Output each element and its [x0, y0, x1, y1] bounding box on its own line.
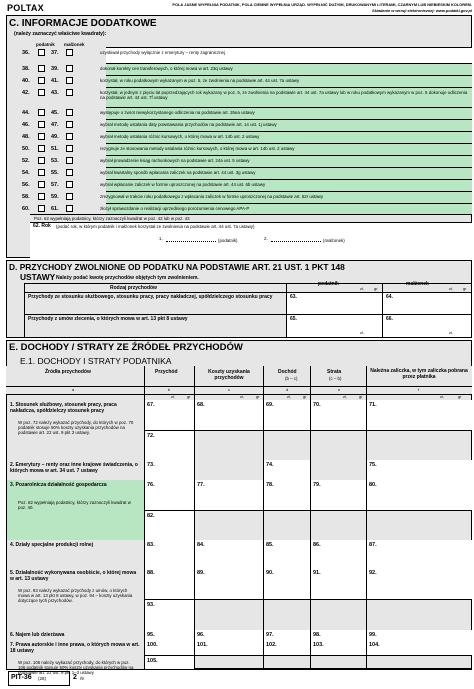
d-gr-1: gr	[374, 287, 378, 291]
c-row-3-text: korzystał, w roku podatkowym wykazanym w poz. 5, ze zwolnienia na podstawie art. 44 ust. 7a ustawy	[100, 78, 300, 83]
d-row-1-malzonek-num: 64.	[386, 294, 393, 300]
e-row-2-cell-1-num: 73.	[147, 462, 155, 468]
e-row-3-label: 3. Pozarolnicza działalność gospodarcza	[10, 482, 107, 488]
e-row-1-cell-4-num: 70.	[313, 402, 321, 408]
c-row-3-num-b: 41.	[51, 78, 59, 84]
d-row-1-label: Przychody ze stosunku służbowego, stosunku pracy, pracy nakładczej, spółdzielczego stosunku pracy	[28, 294, 273, 300]
rok-opt2-label: (małżonek)	[323, 238, 345, 243]
c-row-9-num-b: 53.	[51, 158, 59, 164]
e-row-5-label: 5. Działalność wykonywana osobiście, o której mowa w art. 13 ustawy	[10, 570, 137, 582]
e-row-7-cell-3-num: 102.	[266, 642, 277, 648]
e-row-2-cell-5-num: 75.	[369, 462, 377, 468]
col-malzonek-header: małżonek	[64, 42, 85, 47]
c-row-13-text: złożył sprawozdanie o realizacji uprzedniego porozumienia cenowego APA-P	[100, 206, 250, 211]
e-row-7-extra-num: 105.	[147, 658, 158, 664]
d-row-2-podatnik-num: 65.	[290, 316, 297, 322]
c-row-12-num-a: 58.	[22, 194, 30, 200]
d-row-2-label: Przychody z umów zlecenia, o których mowa w art. 13 pkt 8 ustawy	[28, 316, 188, 322]
e-row-2-label: 2. Emerytury – renty oraz inne krajowe świadczenia, o których mowa w art. 34 ust. 7 ustawy	[10, 462, 138, 474]
section-e-title: E. DOCHODY / STRATY ZE ŹRÓDEŁ PRZYCHODÓW	[9, 342, 243, 353]
c-row-12-num-b: 59.	[51, 194, 59, 200]
c-row-6-text: wybrał metodę ustalania daty powstawania przychodów na podstawie art. 14 ust. 1j ustawy	[100, 122, 277, 127]
e-row-5-cell-5-num: 92.	[369, 570, 377, 576]
c-row-11-checkbox-malzonek[interactable]	[66, 181, 73, 188]
e-head-line-2	[6, 394, 472, 395]
e-row-5-extra-num: 93.	[147, 602, 155, 608]
c-row-3-num-a: 40.	[22, 78, 30, 84]
c-row-12-text: zrezygnował w trakcie roku podatkowego z wpłacania zaliczek w formie uproszczonej na podstawie art. 52r ustawy	[100, 194, 324, 199]
section-d-title: D. PRZYCHODY ZWOLNIONE OD PODATKU NA PODSTAWIE ART. 21 UST. 1 PKT 148	[9, 262, 345, 272]
c-row-8-checkbox-malzonek[interactable]	[66, 145, 73, 152]
e-row-1-cell-1-num: 67.	[147, 402, 155, 408]
d-row-2-malzonek-num: 66.	[386, 316, 393, 322]
c-row-1-checkbox-podatnik[interactable]	[38, 49, 45, 56]
form-version: (28)	[38, 676, 47, 681]
rok-opt1: 1.	[159, 236, 163, 241]
c-row-8-num-a: 50.	[22, 146, 30, 152]
c-row-3-checkbox-malzonek[interactable]	[66, 77, 73, 84]
c-row-11-checkbox-podatnik[interactable]	[38, 181, 45, 188]
e-row-1-cell-5[interactable]	[367, 400, 472, 430]
c-row-1-checkbox-malzonek[interactable]	[66, 49, 73, 56]
e-col-letter-d: d	[286, 388, 289, 392]
e-row-3-note: Poz. 82 wypełniają podatnicy, którzy zaznaczyli kwadrat w poz. 40.	[18, 500, 131, 510]
e-row-3-cell-4-num: 79.	[313, 482, 321, 488]
e-row-1-cell-2[interactable]	[195, 400, 263, 430]
e-row-3-cell-1-num: 76.	[147, 482, 155, 488]
e-row-3-cell-5[interactable]	[367, 480, 472, 510]
e-row-1-label: 1. Stosunek służbowy, stosunek pracy, praca nakładcza, spółdzielczy stosunek pracy	[10, 402, 117, 414]
c-row-13-num-a: 60.	[22, 206, 30, 212]
c-row-5-checkbox-podatnik[interactable]	[38, 109, 45, 116]
e-row-4-cell-1-num: 83.	[147, 542, 155, 548]
d-row-1-podatnik-num: 63.	[290, 294, 297, 300]
page-total: /9	[80, 676, 84, 681]
rok-field-podatnik[interactable]	[166, 241, 216, 242]
form-code: PIT-36	[11, 674, 32, 681]
e-row-5-cell-2[interactable]	[195, 568, 263, 599]
c-row-1-num-a: 36.	[22, 50, 30, 56]
d-zl-4: zł,	[449, 331, 453, 335]
c-row-4-checkbox-malzonek[interactable]	[66, 89, 73, 96]
c-row-5-num-b: 45.	[51, 110, 59, 116]
c-row-4-num-b: 43.	[51, 90, 59, 96]
c-row-12-checkbox-malzonek[interactable]	[66, 193, 73, 200]
e-head-zl-4: zł,	[440, 395, 444, 399]
e-row-5-cell-1-num: 88.	[147, 570, 155, 576]
e-row-6-cell-1-num: 95.	[147, 632, 155, 638]
e-row-3-label-bg	[7, 480, 144, 540]
e-col-zaliczka: Należna zaliczka, w tym zaliczka pobrana przez płatnika	[370, 368, 468, 380]
c-row-6-num-b: 47.	[51, 122, 59, 128]
e-head-gr-1: gr	[256, 395, 260, 399]
rok-field-malzonek[interactable]	[271, 241, 321, 242]
section-c-note: Poz. 62 wypełniają podatnicy, którzy zaznaczyli kwadrat w poz. 42 lub w poz. 43	[34, 216, 190, 221]
e-row-1-cell-5-num: 71.	[369, 402, 377, 408]
rok-opt2: 2.	[264, 236, 268, 241]
e-head-zl-0: zł,	[171, 395, 175, 399]
e-col-koszty: Koszty uzyskania przychodów	[208, 369, 250, 381]
e-row-3-cell-2[interactable]	[195, 480, 263, 510]
e-col-strata: Strata	[327, 369, 342, 375]
c-row-11-num-b: 57.	[51, 182, 59, 188]
e-col-dochod: Dochód	[278, 369, 297, 375]
e-head-zl-2: zł,	[287, 395, 291, 399]
c-row-6-checkbox-podatnik[interactable]	[38, 121, 45, 128]
e-col-zrodla: Źródła przychodów	[45, 369, 91, 375]
e-row-2-cell-2	[195, 460, 263, 480]
c-row-10-checkbox-malzonek[interactable]	[66, 169, 73, 176]
d-col-podatnik: podatnik	[318, 281, 339, 287]
e-row-3-cell-5-num: 80.	[369, 482, 377, 488]
e-row-6-cell-4-num: 98.	[313, 632, 321, 638]
e-col-przychod: Przychód	[155, 369, 178, 375]
e-head-zl-3: zł,	[343, 395, 347, 399]
e-row-7-label: 7. Prawa autorskie i inne prawa, o których mowa w art. 18 ustawy	[10, 642, 140, 654]
form-source: Składanie w wersji elektronicznej: www.podatki.gov.pl	[372, 8, 472, 13]
c-row-7-checkbox-malzonek[interactable]	[66, 133, 73, 140]
e-head-line	[6, 386, 472, 387]
e-col-dochod-formula: (b – c)	[285, 376, 298, 381]
e-row-4-cell-4-num: 86.	[313, 542, 321, 548]
c-row-6-checkbox-malzonek[interactable]	[66, 121, 73, 128]
e-row-4-label: 4. Działy specjalne produkcji rolnej	[10, 542, 94, 548]
rok-desc: (podać rok, w którym podatnik i małżonek korzystał ze zwolnienia na podstawie art. 44 ust. 7a ustawy)	[56, 224, 255, 229]
d-row-1-podatnik[interactable]	[287, 293, 382, 314]
e-head-gr-4: gr	[458, 395, 462, 399]
c-row-10-text: wybrał kwartalny sposób wpłacania zaliczek na podstawie art. 44 ust. 3g ustawy	[100, 170, 256, 175]
rok-label: 62. Rok	[33, 223, 51, 229]
e-col-letter-b: b	[168, 388, 171, 392]
e-row-7-cell-1-num: 100.	[147, 642, 158, 648]
c-row-11-text: wybrał wpłacanie zaliczek w formie uproszczonej na podstawie art. 44 ust. 6b ustawy	[100, 182, 266, 187]
c-row-5-text: występuje o zwrot niewykorzystanego odliczenia na podstawie art. 26ea ustawy	[100, 110, 255, 115]
c-row-11-num-a: 56.	[22, 182, 30, 188]
section-c-subtitle: (należy zaznaczyć właściwe kwadraty):	[14, 31, 107, 37]
e-row-7-cell-4-num: 103.	[313, 642, 324, 648]
c-row-4-text: korzystał, w jednym z pięciu lat poprzedzających rok wykazany w poz. 5, ze zwolnienia na podstawie art. 44 ust. 7a ustawy lub w roku podatkowym wykazanym w poz. 5 dokonuje odliczenia na podstawie art. 44 ust. 7f ustawy	[100, 90, 468, 100]
d-zl-2: zł,	[449, 287, 453, 291]
e-row-4-cell-2[interactable]	[195, 540, 263, 568]
page-number: 2	[73, 674, 77, 681]
c-row-13-checkbox-podatnik[interactable]	[38, 205, 45, 212]
section-c-title: C. INFORMACJE DODATKOWE	[9, 18, 157, 29]
c-row-1-text: uzyskiwał przychody wyłącznie z emerytury – renty zagranicznej	[100, 50, 225, 55]
d-zl-1: zł,	[360, 287, 364, 291]
c-row-5-num-a: 44.	[22, 110, 30, 116]
e-row-1-extra-num: 72.	[147, 433, 155, 439]
e-col-letter-a: a	[72, 388, 75, 392]
c-row-1-num-b: 37.	[51, 50, 59, 56]
c-row-9-checkbox-podatnik[interactable]	[38, 157, 45, 164]
c-row-12-checkbox-podatnik[interactable]	[38, 193, 45, 200]
e-row-1-note: W poz. 72 należy wykazać przychody, do których w poz. 70 podatnik stosuje 50% koszty uzyskania przychodów na podstawie art. 22 ust. 9 pkt 3 ustawy.	[18, 420, 134, 435]
form-brand: POLTAX	[7, 3, 44, 13]
e-head-gr-0: gr	[187, 395, 191, 399]
c-row-2-text: dokonał korekty cen transferowych, o której mowa w art. 23q ustawy	[100, 66, 233, 71]
c-row-2-checkbox-podatnik[interactable]	[38, 65, 45, 72]
e-row-3-extra-num: 82.	[147, 513, 155, 519]
e-row-5-note: W poz. 93 należy wykazać przychody z umów, o których mowa w art. 13 pkt 8 ustawy, w poz. 94 – koszty uzyskania dotyczące tych przychodów.	[18, 588, 133, 603]
c-row-13-checkbox-malzonek[interactable]	[66, 205, 73, 212]
d-row-1-malzonek[interactable]	[383, 293, 471, 314]
e-row-4-cell-5-num: 87.	[369, 542, 377, 548]
e-row-5-cell-3-num: 90.	[266, 570, 274, 576]
e-row-7-cell-5-num: 104.	[369, 642, 380, 648]
e-col-letter-e: e	[338, 388, 341, 392]
form-instruction: POLA JASNE WYPEŁNIA PODATNIK, POLA CIEMNE WYPEŁNIA URZĄD. WYPEŁNIĆ DUŻYMI, DRUKOWANYMI LITERAMI, CZARNYM LUB NIEBIESKIM KOLOREM.	[172, 2, 472, 7]
d-zl-3: zł,	[360, 331, 364, 335]
c-row-7-checkbox-podatnik[interactable]	[38, 133, 45, 140]
e-row-4-cell-2-num: 84.	[197, 542, 205, 548]
e-row-4-cell-3-num: 85.	[266, 542, 274, 548]
d-row-2-malzonek[interactable]	[383, 315, 471, 337]
section-d-title2: USTAWY	[20, 272, 56, 282]
d-col-malzonek: małżonek	[406, 281, 429, 287]
e-row-3-cell-3-num: 78.	[266, 482, 274, 488]
c-row-8-checkbox-podatnik[interactable]	[38, 145, 45, 152]
c-row-6-num-a: 46.	[22, 122, 30, 128]
c-row-4-checkbox-podatnik[interactable]	[38, 89, 45, 96]
c-row-7-num-a: 48.	[22, 134, 30, 140]
e-head-gr-2: gr	[303, 395, 307, 399]
e-row-5-cell-4-num: 91.	[313, 570, 321, 576]
c-row-2-num-a: 38.	[22, 66, 30, 72]
e-row-6-cell-2-num: 96.	[197, 632, 205, 638]
c-row-9-checkbox-malzonek[interactable]	[66, 157, 73, 164]
c-row-7-num-b: 49.	[51, 134, 59, 140]
e-row-2-cell-4	[311, 460, 366, 480]
c-row-5-checkbox-malzonek[interactable]	[66, 109, 73, 116]
e-row-2-cell-3-num: 74.	[266, 462, 274, 468]
e-row-1-cell-2-num: 68.	[197, 402, 205, 408]
e-row-6-cell-5-num: 99.	[369, 632, 377, 638]
c-row-9-text: wybrał prowadzenie ksiąg rachunkowych na podstawie art. 24a ust. 5 ustawy	[100, 158, 250, 163]
c-row-10-num-a: 54.	[22, 170, 30, 176]
e-row-5-cell-5[interactable]	[367, 568, 472, 599]
c-row-10-num-b: 55.	[51, 170, 59, 176]
d-row-2-podatnik[interactable]	[287, 315, 382, 337]
section-e-sub: E.1. DOCHODY I STRATY PODATNIKA	[20, 356, 172, 366]
e-head-zl-1: zł,	[240, 395, 244, 399]
c-row-3-checkbox-podatnik[interactable]	[38, 77, 45, 84]
c-row-8-text: rezygnuje ze stosowania metody ustalania różnic kursowych, o której mowa w art. 14b ust. 2 ustawy	[100, 146, 295, 151]
e-row-6-cell-2[interactable]	[195, 630, 263, 640]
c-row-9-num-a: 52.	[22, 158, 30, 164]
e-row-3-cell-2-num: 77.	[197, 482, 205, 488]
e-row-6-cell-3-num: 97.	[266, 632, 274, 638]
e-head-gr-3: gr	[359, 395, 363, 399]
c-row-4-num-a: 42.	[22, 90, 30, 96]
e-row-4-cell-5[interactable]	[367, 540, 472, 568]
c-row-10-checkbox-podatnik[interactable]	[38, 169, 45, 176]
e-row-2-cell-5[interactable]	[367, 460, 472, 480]
c-row-8-num-b: 51.	[51, 146, 59, 152]
e-row-5-cell-2-num: 89.	[197, 570, 205, 576]
e-row-1-cell-3-num: 69.	[266, 402, 274, 408]
e-row-7-note: W poz. 105 należy wykazać przychody, do których w poz. 106 podatnik stosuje 50% koszty uzyskania przychodów na podstawie art. 22 ust. 9 pkt 1–3 ustawy	[18, 660, 134, 675]
e-row-6-cell-5[interactable]	[367, 630, 472, 640]
c-row-7-text: wybrał metodę ustalania różnic kursowych, o której mowa w art. 14b ust. 2 ustawy	[100, 134, 260, 139]
e-col-letter-f: f	[418, 388, 420, 392]
rok-opt1-label: (podatnik)	[218, 238, 238, 243]
e-row-6-label: 6. Najem lub dzierżawa	[10, 632, 65, 638]
e-col-letter-c: c	[228, 388, 230, 392]
c-row-13-num-b: 61.	[51, 206, 59, 212]
section-d-hint: Należy podać kwotę przychodów objętych tym zwolnieniem.	[56, 275, 199, 281]
e-col-strata-formula: (c – b)	[329, 376, 342, 381]
col-podatnik-header: podatnik	[36, 42, 55, 47]
c-row-2-checkbox-malzonek[interactable]	[66, 65, 73, 72]
c-row-2-num-b: 39.	[51, 66, 59, 72]
e-row-7-cell-2-num: 101.	[197, 642, 208, 648]
d-col-rodzaj: Rodzaj przychodów	[110, 285, 157, 291]
e-row-7-cell-5[interactable]	[367, 640, 472, 655]
d-gr-2: gr	[463, 287, 467, 291]
